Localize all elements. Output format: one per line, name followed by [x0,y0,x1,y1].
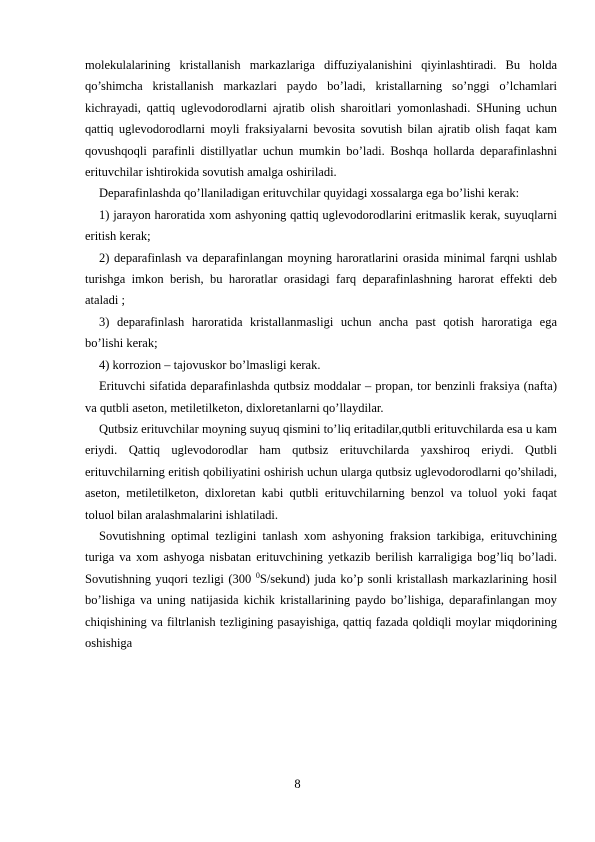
list-item-3: 3) deparafinlash haroratida kristallanmasligi uchun ancha past qotish haroratiga ega bo’lishi kerak; [85,314,557,351]
paragraph-cooling-rate [85,526,557,654]
page-number: 8 [294,777,301,791]
degree-superscript: 0 [255,570,260,580]
list-item-1: 1) jarayon haroratida xom ashyoning qattiq uglevodorodlarini eritmaslik kerak, suyuqlarni eritish kerak; [85,207,557,244]
paragraph-continuation: molekulalarining kristallanish markazlariga diffuziyalanishini qiyinlashtiradi. Bu holda qo’shimcha kristallanish markazlari paydo bo’ladi, kristallarning so’nggi o’lchamlari kichrayadi, qattiq uglevodorodlarni ajratib olish sharoitlari yomonlashadi. SHuning uchun qattiq uglevodorodlarni moyli fraksiyalarni bevosita sovutish bilan ajratib olish faqat kam qovushqoqli parafinli distillyatlar uchun mumkin bo’ladi. Boshqa hollarda deparafinlashni erituvchilar ishtirokida sovutish amalga oshiriladi. [85,58,557,180]
body-text [85,55,557,654]
paragraph-polarity: Qutbsiz erituvchilar moyning suyuq qismini to’liq eritadilar,qutbli erituvchilarda esa u kam eriydi. Qattiq uglevodorodlar ham qutbsiz erituvchilarda yaxshiroq eriydi. Qutbli erituvchilarning eritish qobiliyatini oshirish uchun ularga qutbsiz uglevodorodlarni qo’shiladi, aseton, metiletilketon, dixloretan kabi qutbli erituvchilarning benzol va toluol yoki faqat toluol bilan aralashmalarini ishlatiladi. [85,421,557,522]
list-item-2: 2) deparafinlash va deparafinlangan moyning haroratlarini orasida minimal farqni ushlab turishga imkon berish, bu haroratlar orasidagi farq deparafinlashning harorat effekti deb ataladi ; [85,250,557,308]
list-item-4: 4) korrozion – tajovuskor bo’lmasligi kerak. [99,357,321,372]
cooling-text-part-2: S/sekund) juda ko’p sonli kristallash markazlarining hosil bo’lishiga va uning natijasida kichik kristallarining paydo bo’lishiga, deparafinlangan moy chiqishining va filtrlanish tezligining pasayishiga, qattiq fazada qoldiqli moylar miqdorining oshishiga [85,571,557,650]
cooling-text-part-1: Sovutishning optimal tezligini tanlash xom ashyoning fraksion tarkibiga, erituvchining turiga va xom ashyoga nisbatan erituvchining yetkazib berilish karraligiga bog’liq bo’ladi. Sovutishning yuqori tezligi (300 [85,528,557,586]
paragraph-solvents: Erituvchi sifatida deparafinlashda qutbsiz moddalar – propan, tor benzinli fraksiya (nafta) va qutbli aseton, metiletilketon, dixloretanlarni qo’llaydilar. [85,379,557,415]
paragraph-solvent-requirements: Deparafinlashda qo’llaniladigan erituvchilar quyidagi xossalarga ega bo’lishi kerak: [99,186,520,201]
